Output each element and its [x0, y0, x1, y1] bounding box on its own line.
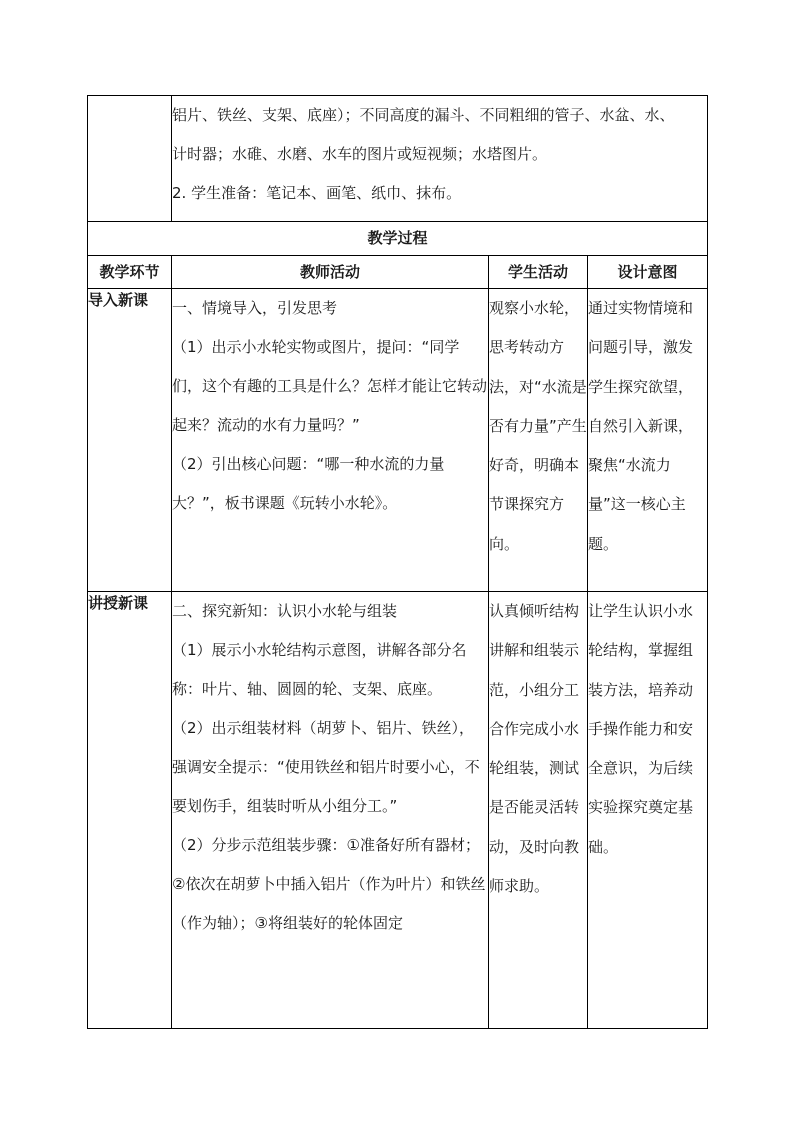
table-row: [88, 289, 708, 592]
student-activity: 观察小水轮，思考转动方法，对“水流是否有力量”产生好奇，明确本节课探究方向。: [489, 289, 588, 592]
prep-materials-cell: [172, 96, 708, 222]
teacher-line: 二、探究新知：认识小水轮与组装: [172, 602, 398, 620]
header-row: [88, 256, 708, 289]
teacher-line: （1）展示小水轮结构示意图，讲解各部分名称：叶片、轴、圆圆的轮、支架、底座。: [172, 641, 467, 698]
table-row: [88, 592, 708, 1029]
teacher-line: 一、情境导入，引发思考: [172, 299, 338, 317]
section-title: 教学过程: [88, 222, 708, 256]
teacher-line: （1）出示小水轮实物或图片，提问：“同学们，这个有趣的工具是什么？怎样才能让它转动起来？流动的水有力量吗？”: [172, 338, 488, 434]
stage-label: 讲授新课: [88, 592, 172, 1029]
teacher-line: （2）引出核心问题：“哪一种水流的力量大？”，板书课题《玩转小水轮》。: [172, 455, 445, 512]
design-intent: 通过实物情境和问题引导，激发学生探究欲望，自然引入新课，聚焦“水流力量”这一核心主题。: [588, 289, 708, 592]
prep-line: 2. 学生准备：笔记本、画笔、纸巾、抹布。: [172, 184, 462, 202]
teacher-line: （2）出示组装材料（胡萝卜、铝片、铁丝），强调安全提示：“使用铁丝和铝片时要小心，不要划伤手，组装时听从小组分工。”: [172, 719, 480, 815]
prep-row: [88, 96, 708, 222]
prep-line: 计时器；水碓、水磨、水车的图片或短视频；水塔图片。: [172, 145, 548, 163]
header-teacher: 教师活动: [172, 256, 489, 289]
lesson-plan-table: [87, 95, 708, 1029]
prep-stage-cell: [88, 96, 172, 222]
header-stage: 教学环节: [88, 256, 172, 289]
header-intent: 设计意图: [588, 256, 708, 289]
teacher-line: （2）分步示范组装步骤：①准备好所有器材；②依次在胡萝卜中插入铝片（作为叶片）和铁丝（作为轴）；③将组装好的轮体固定: [172, 836, 486, 932]
student-activity: 认真倾听结构讲解和组装示范，小组分工合作完成小水轮组装，测试是否能灵活转动，及时向教师求助。: [489, 592, 588, 1029]
header-student: 学生活动: [489, 256, 588, 289]
design-intent: 让学生认识小水轮结构，掌握组装方法，培养动手操作能力和安全意识，为后续实验探究奠定基础。: [588, 592, 708, 1029]
stage-label: 导入新课: [88, 289, 172, 592]
section-title-row: [88, 222, 708, 256]
teacher-activity: [172, 289, 489, 592]
prep-line: 铝片、铁丝、支架、底座）；不同高度的漏斗、不同粗细的管子、水盆、水、: [172, 106, 675, 124]
teacher-activity: [172, 592, 489, 1029]
